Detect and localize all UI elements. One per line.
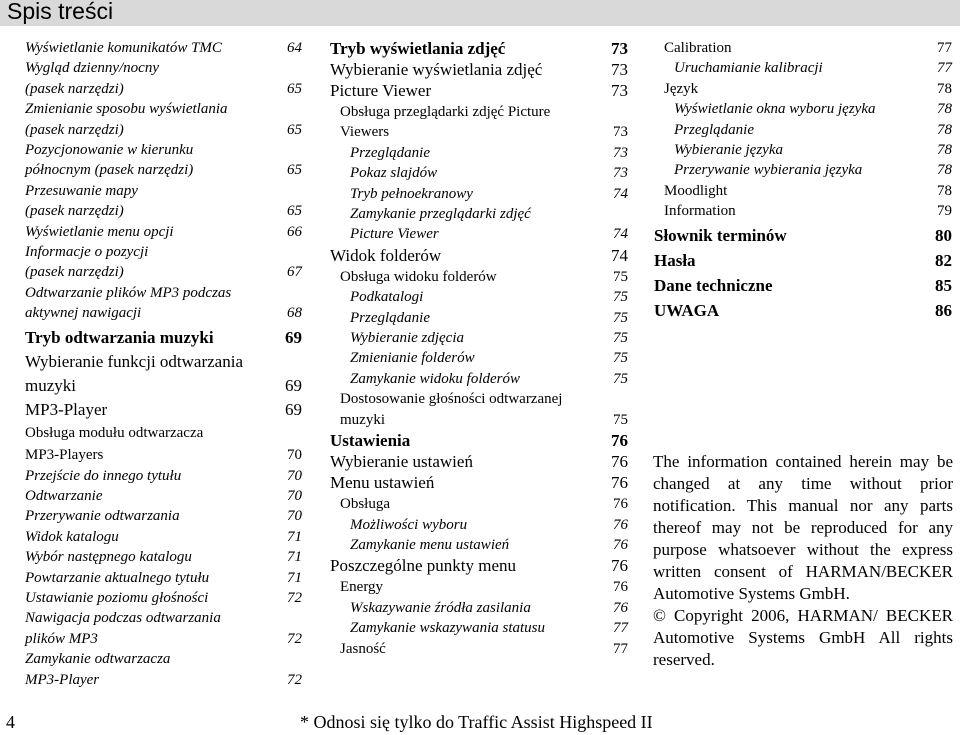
toc-entry-page: 78 — [937, 142, 952, 159]
toc-entry-title: MP3-Players — [25, 447, 104, 464]
toc-entry-title: Wybieranie zdjęcia — [350, 330, 465, 347]
toc-entry-title: Dane techniczne — [654, 275, 773, 295]
toc-entry-page: 73 — [611, 60, 628, 79]
toc-entry-title: (pasek narzędzi) — [25, 121, 124, 138]
footnote: * Odnosi się tylko do Traffic Assist Highspeed II — [300, 712, 653, 732]
toc-entry-title: Wygląd dzienny/nocny — [25, 60, 159, 77]
toc-entry-title: Hasła — [654, 250, 696, 270]
toc-entry — [330, 204, 628, 224]
toc-entry-page: 75 — [613, 330, 628, 347]
toc-entry — [330, 598, 628, 618]
toc-entry-page: 75 — [613, 289, 628, 306]
toc-entry — [25, 629, 302, 649]
toc-column-1 — [25, 38, 302, 690]
toc-entry — [330, 308, 628, 328]
toc-entry-title: północnym (pasek narzędzi) — [25, 162, 194, 179]
toc-entry-title: Wybieranie języka — [674, 142, 783, 159]
toc-entry-title: Widok folderów — [330, 245, 442, 265]
toc-entry-page: 76 — [613, 599, 628, 616]
toc-entry-page: 66 — [287, 223, 302, 240]
toc-entry-page: 70 — [287, 467, 302, 484]
toc-entry-title: Słownik terminów — [654, 225, 787, 245]
toc-entry-title: MP3-Player — [25, 399, 108, 419]
toc-entry-page: 82 — [935, 250, 952, 270]
toc-entry-title: muzyki — [25, 375, 76, 395]
toc-entry — [25, 328, 302, 348]
toc-entry — [330, 102, 628, 122]
toc-entry-title: Ustawienia — [330, 431, 411, 451]
toc-entry-title: Wybór następnego katalogu — [25, 549, 192, 566]
toc-entry — [25, 140, 302, 160]
toc-entry-page: 86 — [935, 300, 952, 320]
toc-entry-title: Poszczególne punkty menu — [330, 556, 517, 576]
toc-entry — [654, 201, 952, 221]
toc-entry-page: 73 — [613, 124, 628, 141]
copyright-paragraph: © Copyright 2006, HARMAN/ BECKER Automotive Systems GmbH All rights reserved. — [653, 606, 953, 669]
toc-entry-title: Picture Viewer — [350, 226, 439, 243]
toc-entry-page: 85 — [935, 275, 952, 295]
toc-entry — [25, 547, 302, 567]
toc-entry — [330, 246, 628, 266]
toc-column-2 — [330, 38, 628, 659]
toc-entry — [25, 445, 302, 465]
notice-paragraph: The information contained herein may be changed at any time without prior notification. This manual nor any parts thereof may not be reproduced for any purpose whatsoever without the express written consent of HARMAN/BECKER Automotive Systems GmbH. — [653, 452, 953, 603]
toc-entry — [25, 486, 302, 506]
toc-entry — [330, 389, 628, 409]
toc-entry-title: Odtwarzanie plików MP3 podczas — [25, 284, 232, 301]
toc-entry — [330, 328, 628, 348]
toc-entry-page: 76 — [613, 536, 628, 553]
toc-entry-page: 73 — [613, 165, 628, 182]
toc-entry — [25, 568, 302, 588]
toc-entry — [25, 423, 302, 443]
toc-entry-title: Obsługa — [340, 496, 390, 513]
toc-entry-page: 72 — [287, 589, 302, 606]
toc-entry — [25, 466, 302, 486]
toc-entry-title: Widok katalogu — [25, 528, 119, 545]
toc-entry — [330, 535, 628, 555]
toc-entry-title: Jasność — [340, 640, 386, 657]
toc-entry-page: 65 — [287, 80, 302, 97]
toc-entry — [330, 224, 628, 244]
toc-entry-title: Informacje o pozycji — [25, 244, 149, 261]
toc-entry — [25, 38, 302, 58]
toc-entry-title: Tryb pełnoekranowy — [350, 185, 473, 202]
toc-entry — [330, 267, 628, 287]
toc-entry — [330, 577, 628, 597]
toc-entry — [330, 369, 628, 389]
toc-entry-title: Uruchamianie kalibracji — [674, 60, 823, 77]
toc-entry-page: 78 — [937, 182, 952, 199]
toc-entry-page: 75 — [613, 411, 628, 428]
toc-entry-title: Zamykanie przeglądarki zdjęć — [350, 206, 531, 223]
toc-entry — [25, 588, 302, 608]
toc-entry-page: 78 — [937, 101, 952, 118]
toc-entry — [25, 160, 302, 180]
toc-entry-title: Menu ustawień — [330, 473, 435, 493]
toc-entry-page: 67 — [287, 264, 302, 281]
toc-entry — [654, 120, 952, 140]
toc-entry-title: Przejście do innego tytułu — [25, 467, 182, 484]
toc-entry-page: 71 — [287, 569, 302, 586]
toc-entry — [654, 58, 952, 78]
toc-entry — [330, 515, 628, 535]
toc-entry — [330, 431, 628, 451]
toc-entry-page: 70 — [287, 447, 302, 464]
toc-entry-title: Zamykanie odtwarzacza — [25, 651, 171, 668]
toc-entry-title: Viewers — [340, 124, 390, 141]
toc-entry — [330, 184, 628, 204]
toc-entry-page: 73 — [613, 144, 628, 161]
toc-entry-page: 73 — [611, 81, 628, 100]
toc-entry-title: Zamykanie widoku folderów — [350, 370, 520, 387]
toc-entry-page: 70 — [287, 487, 302, 504]
toc-entry — [25, 400, 302, 420]
toc-entry — [25, 242, 302, 262]
toc-entry-page: 77 — [613, 620, 628, 637]
toc-entry — [25, 79, 302, 99]
toc-entry-title: Ustawianie poziomu głośności — [25, 589, 209, 606]
toc-entry-page: 75 — [613, 309, 628, 326]
toc-entry — [25, 99, 302, 119]
toc-entry-title: Obsługa widoku folderów — [340, 268, 497, 285]
toc-entry-page: 65 — [287, 121, 302, 138]
toc-entry-page: 70 — [287, 508, 302, 525]
toc-entry-title: Tryb wyświetlania zdjęć — [330, 39, 506, 58]
toc-entry-title: Przeglądanie — [674, 121, 754, 138]
toc-entry-title: Przeglądanie — [350, 309, 430, 326]
toc-entry — [654, 276, 952, 296]
toc-entry-title: Calibration — [664, 40, 732, 56]
toc-entry — [25, 120, 302, 140]
toc-entry-page: 74 — [613, 185, 628, 202]
toc-entry-title: Dostosowanie głośności odtwarzanej — [340, 391, 563, 408]
toc-entry-title: Energy — [340, 579, 384, 596]
toc-entry-title: Wybieranie funkcji odtwarzania — [25, 351, 243, 371]
page-title: Spis treści — [7, 0, 114, 24]
toc-entry — [330, 639, 628, 659]
toc-entry-title: Moodlight — [664, 182, 728, 199]
toc-entry-title: Obsługa przeglądarki zdjęć Picture — [340, 104, 551, 120]
toc-entry-title: Wyświetlanie komunikatów TMC — [25, 40, 222, 56]
toc-entry — [330, 60, 628, 80]
toc-entry — [25, 649, 302, 669]
toc-entry — [25, 283, 302, 303]
toc-entry-page: 68 — [287, 305, 302, 322]
toc-entry-title: Przeglądanie — [350, 144, 430, 161]
toc-entry — [25, 58, 302, 78]
toc-entry-title: Wyświetlanie okna wyboru języka — [674, 101, 876, 118]
toc-entry-title: Odtwarzanie — [25, 487, 103, 504]
toc-entry-page: 77 — [937, 60, 952, 77]
toc-entry-title: Tryb odtwarzania muzyki — [25, 327, 214, 347]
toc-entry-page: 64 — [287, 40, 302, 56]
toc-entry-title: Nawigacja podczas odtwarzania — [25, 610, 221, 627]
toc-entry-title: (pasek narzędzi) — [25, 80, 124, 97]
toc-entry-page: 76 — [611, 452, 628, 472]
toc-entry — [25, 303, 302, 323]
toc-entry-title: MP3-Player — [25, 671, 100, 688]
toc-entry-page: 65 — [287, 162, 302, 179]
toc-entry-page: 69 — [285, 399, 302, 419]
toc-entry-title: Wybieranie wyświetlania zdjęć — [330, 60, 543, 79]
toc-entry-title: Możliwości wyboru — [350, 516, 468, 533]
toc-entry — [330, 618, 628, 638]
toc-entry-page: 75 — [613, 350, 628, 367]
toc-entry — [25, 670, 302, 690]
toc-entry — [654, 301, 952, 321]
toc-entry-page: 76 — [613, 496, 628, 513]
toc-entry-title: Zamykanie wskazywania statusu — [350, 620, 545, 637]
toc-entry-page: 78 — [937, 121, 952, 138]
toc-entry — [654, 99, 952, 119]
toc-entry — [654, 181, 952, 201]
toc-entry-title: Wyświetlanie menu opcji — [25, 223, 174, 240]
toc-entry-page: 71 — [287, 549, 302, 566]
toc-entry-page: 80 — [935, 225, 952, 245]
toc-entry-page: 78 — [937, 80, 952, 97]
toc-entry-title: Wybieranie ustawień — [330, 452, 473, 472]
toc-entry-page: 75 — [613, 268, 628, 285]
toc-entry — [330, 348, 628, 368]
toc-entry — [654, 226, 952, 246]
toc-entry — [330, 163, 628, 183]
toc-entry — [654, 160, 952, 180]
toc-entry-title: (pasek narzędzi) — [25, 264, 124, 281]
toc-entry-page: 72 — [287, 671, 302, 688]
page-header — [0, 0, 960, 26]
toc-entry-page: 79 — [937, 203, 952, 220]
toc-entry-title: muzyki — [340, 411, 385, 428]
toc-entry-page: 73 — [611, 39, 628, 58]
toc-entry — [330, 473, 628, 493]
toc-entry — [330, 122, 628, 142]
toc-column-3 — [654, 38, 952, 326]
toc-entry-page: 77 — [937, 40, 952, 56]
toc-entry — [330, 410, 628, 430]
toc-entry-title: Pokaz slajdów — [350, 165, 438, 182]
toc-entry — [654, 140, 952, 160]
toc-entry-title: Powtarzanie aktualnego tytułu — [25, 569, 210, 586]
toc-entry-title: Obsługa modułu odtwarzacza — [25, 424, 204, 441]
toc-entry-title: UWAGA — [654, 300, 720, 320]
toc-entry-title: Przerywanie odtwarzania — [25, 508, 180, 525]
toc-entry-page: 69 — [285, 375, 302, 395]
toc-entry-title: Pozycjonowanie w kierunku — [25, 142, 194, 159]
page-number: 4 — [6, 712, 15, 732]
toc-entry — [25, 201, 302, 221]
toc-entry-page: 72 — [287, 630, 302, 647]
toc-entry — [25, 527, 302, 547]
toc-entry-title: Zmienianie sposobu wyświetlania — [25, 101, 228, 118]
toc-entry-page: 75 — [613, 370, 628, 387]
toc-entry-title: Podkatalogi — [350, 289, 424, 306]
toc-entry — [25, 181, 302, 201]
toc-entry — [25, 222, 302, 242]
toc-entry-page: 65 — [287, 203, 302, 220]
toc-entry-page: 76 — [611, 473, 628, 493]
toc-entry-page: 69 — [285, 327, 302, 347]
toc-entry — [330, 452, 628, 472]
toc-entry-title: Wskazywanie źródła zasilania — [350, 599, 531, 616]
toc-entry — [654, 251, 952, 271]
toc-entry — [25, 506, 302, 526]
toc-entry-title: aktywnej nawigacji — [25, 305, 142, 322]
toc-entry — [654, 38, 952, 58]
toc-entry-title: Zamykanie menu ustawień — [350, 536, 510, 553]
toc-entry — [330, 39, 628, 59]
toc-entry-title: Zmienianie folderów — [350, 350, 475, 367]
toc-entry — [654, 79, 952, 99]
toc-entry — [25, 352, 302, 372]
toc-entry-title: Information — [664, 203, 736, 220]
toc-entry — [330, 143, 628, 163]
toc-entry-page: 71 — [287, 528, 302, 545]
toc-entry-title: Picture Viewer — [330, 81, 432, 100]
toc-entry-page: 76 — [611, 556, 628, 576]
toc-entry — [25, 608, 302, 628]
toc-entry-page: 77 — [613, 640, 628, 657]
copyright-notice — [653, 451, 953, 671]
toc-entry — [330, 556, 628, 576]
toc-entry-title: Język — [664, 80, 699, 97]
toc-entry — [330, 81, 628, 101]
toc-entry-title: Przerywanie wybierania języka — [674, 162, 863, 179]
toc-entry-page: 76 — [611, 431, 628, 451]
toc-entry — [25, 376, 302, 396]
toc-entry — [330, 494, 628, 514]
toc-entry-page: 76 — [613, 579, 628, 596]
toc-entry-title: Przesuwanie mapy — [25, 182, 138, 199]
toc-entry-page: 74 — [613, 226, 628, 243]
toc-entry — [330, 287, 628, 307]
toc-entry-title: (pasek narzędzi) — [25, 203, 124, 220]
toc-entry-title: plików MP3 — [25, 630, 98, 647]
toc-entry — [25, 262, 302, 282]
toc-entry-page: 78 — [937, 162, 952, 179]
toc-entry-page: 74 — [611, 245, 628, 265]
toc-entry-page: 76 — [613, 516, 628, 533]
